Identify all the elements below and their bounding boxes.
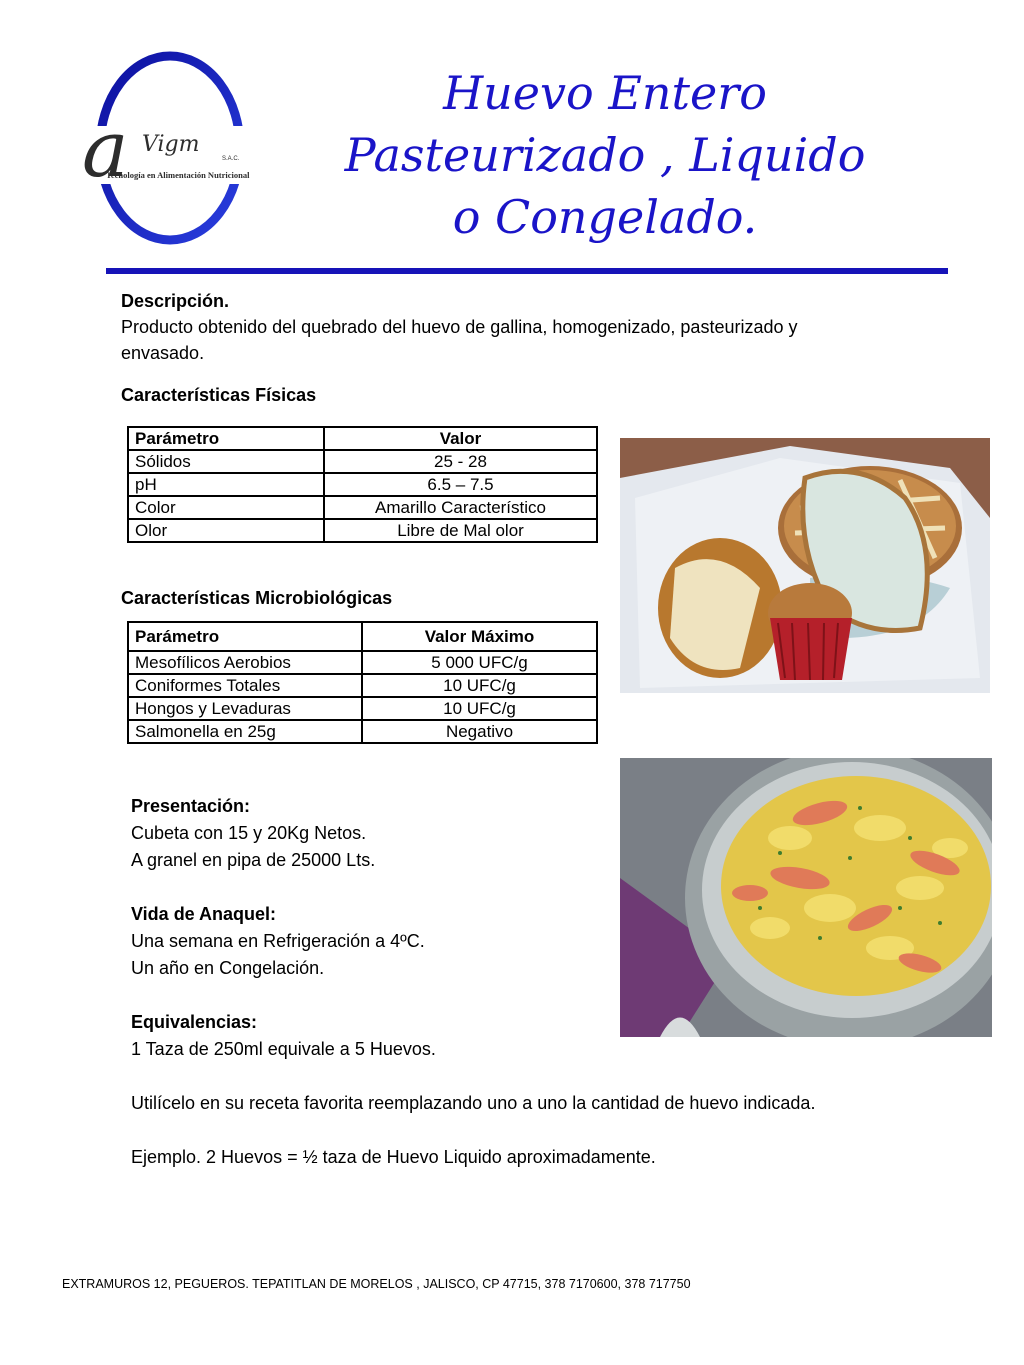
footer-address: EXTRAMUROS 12, PEGUEROS. TEPATITLAN DE MORELOS , JALISCO, CP 47715, 378 7170600, 378 717750 — [62, 1277, 691, 1291]
physical-table — [127, 426, 598, 543]
document-title — [270, 62, 940, 248]
table-row — [128, 473, 597, 496]
table-header-row — [128, 427, 597, 450]
microbiological-heading: Características Microbiológicas — [121, 588, 393, 608]
value-cell: 10 UFC/g — [362, 674, 597, 697]
param-cell: Color — [128, 496, 324, 519]
table-row — [128, 674, 597, 697]
table-row — [128, 697, 597, 720]
table-row — [128, 450, 597, 473]
column-header: Valor Máximo — [362, 622, 597, 651]
usage-text: Utilícelo en su receta favorita reemplazando uno a uno la cantidad de huevo indicada. — [131, 1093, 816, 1113]
title-line-1: Huevo Entero — [443, 66, 767, 120]
company-logo — [70, 48, 270, 248]
shelf-life-line-1: Una semana en Refrigeración a 4ºC. — [131, 931, 425, 951]
column-header: Parámetro — [128, 622, 362, 651]
physical-heading: Características Físicas — [121, 385, 317, 405]
param-cell: Sólidos — [128, 450, 324, 473]
equivalences-line: 1 Taza de 250ml equivale a 5 Huevos. — [131, 1039, 436, 1059]
table-header-row — [128, 622, 597, 651]
description-heading: Descripción. — [121, 291, 230, 311]
table-row — [128, 720, 597, 743]
value-cell: 5 000 UFC/g — [362, 651, 597, 674]
presentation-line-1: Cubeta con 15 y 20Kg Netos. — [131, 823, 367, 843]
param-cell: Salmonella en 25g — [128, 720, 362, 743]
value-cell: 6.5 – 7.5 — [324, 473, 597, 496]
value-cell: Negativo — [362, 720, 597, 743]
shelf-life-line-2: Un año en Congelación. — [131, 958, 325, 978]
table-row — [128, 519, 597, 542]
column-header: Valor — [324, 427, 597, 450]
table-row — [128, 651, 597, 674]
presentation-heading: Presentación: — [131, 796, 251, 816]
title-divider — [106, 268, 948, 274]
presentation-line-2: A granel en pipa de 25000 Lts. — [131, 850, 376, 870]
value-cell: Amarillo Característico — [324, 496, 597, 519]
value-cell: Libre de Mal olor — [324, 519, 597, 542]
title-line-2: Pasteurizado , Liquido — [344, 128, 866, 182]
logo-tagline: Tecnología en Alimentación Nutricional — [106, 170, 250, 180]
description-section — [121, 288, 881, 366]
bread-and-muffin-photo — [620, 438, 990, 693]
param-cell: Hongos y Levaduras — [128, 697, 362, 720]
value-cell: 25 - 28 — [324, 450, 597, 473]
title-line-3: o Congelado. — [452, 190, 758, 244]
shelf-life-heading: Vida de Anaquel: — [131, 904, 277, 924]
param-cell: Coniformes Totales — [128, 674, 362, 697]
table-row — [128, 496, 597, 519]
value-cell: 10 UFC/g — [362, 697, 597, 720]
logo-name: Vigm — [142, 132, 200, 157]
microbiological-table — [127, 621, 598, 744]
equivalences-heading: Equivalencias: — [131, 1012, 258, 1032]
param-cell: Olor — [128, 519, 324, 542]
description-text: Producto obtenido del quebrado del huevo de gallina, homogenizado, pasteurizado y envasado. — [121, 317, 798, 363]
column-header: Parámetro — [128, 427, 324, 450]
logo-big-letter: a — [82, 105, 129, 195]
param-cell: Mesofílicos Aerobios — [128, 651, 362, 674]
product-details — [131, 793, 851, 1171]
example-text: Ejemplo. 2 Huevos = ½ taza de Huevo Liquido aproximadamente. — [131, 1147, 656, 1167]
param-cell: pH — [128, 473, 324, 496]
logo-suffix: S.A.C. — [222, 156, 240, 162]
